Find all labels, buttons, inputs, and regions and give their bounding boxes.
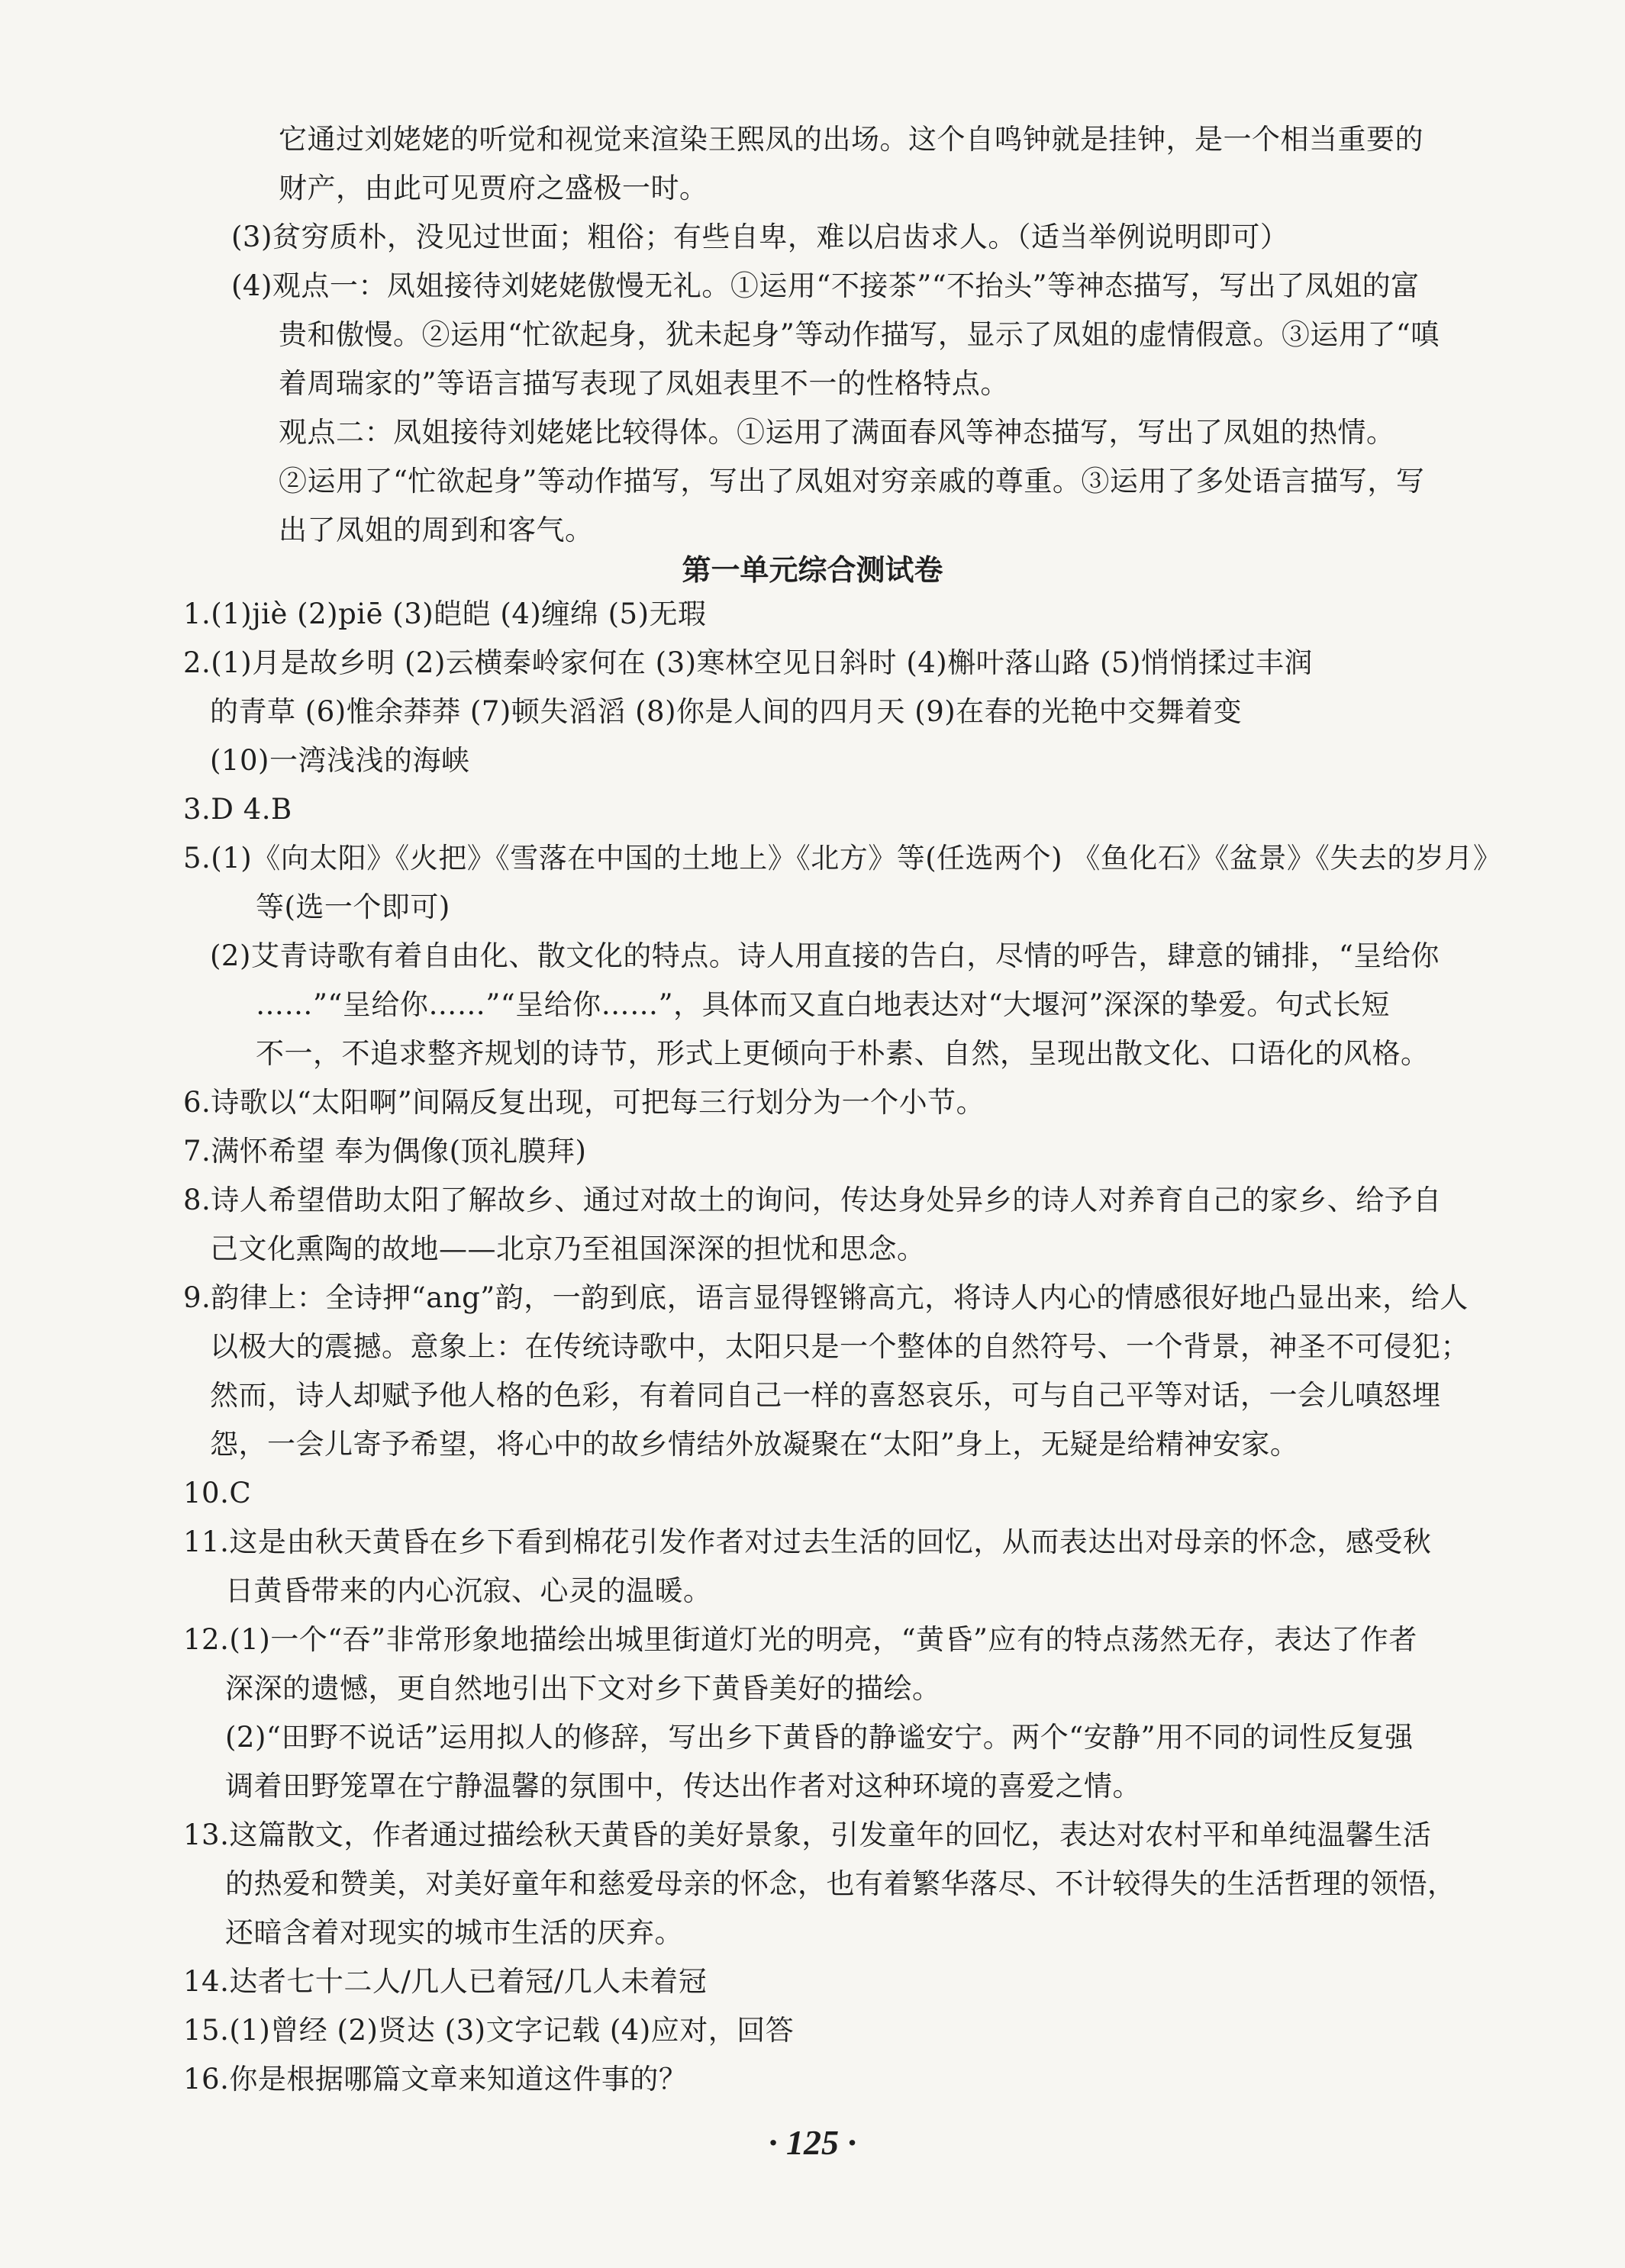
- answer-line: 还暗含着对现实的城市生活的厌弃。: [225, 1916, 683, 1949]
- answer-line: 6.诗歌以“太阳啊”间隔反复出现，可把每三行划分为一个小节。: [183, 1086, 985, 1119]
- answer-line: 然而，诗人却赋予他人格的色彩，有着同自己一样的喜怒哀乐，可与自己平等对话，一会儿嗔怒埋: [210, 1379, 1441, 1412]
- answer-line: 不一，不追求整齐规划的诗节，形式上更倾向于朴素、自然，呈现出散文化、口语化的风格。: [256, 1037, 1430, 1070]
- answer-line: 2.(1)月是故乡明 (2)云横秦岭家何在 (3)寒林空见日斜时 (4)槲叶落山路 (5)悄悄揉过丰润: [183, 646, 1313, 679]
- text-line: (4)观点一：凤姐接待刘姥姥傲慢无礼。①运用“不接茶”“不抬头”等神态描写，写出了凤姐的富: [231, 269, 1420, 302]
- page-number: · 125 ·: [769, 2123, 856, 2162]
- answer-line: 7.满怀希望 奉为偶像(顶礼膜拜): [183, 1135, 587, 1168]
- text-line: (3)贫穷质朴，没见过世面；粗俗；有些自卑，难以启齿求人。（适当举例说明即可）: [231, 221, 1289, 253]
- answer-line: 3.D 4.B: [183, 793, 292, 826]
- answer-line: 14.达者七十二人/几人已着冠/几人未着冠: [183, 1965, 708, 1998]
- answer-line: 11.这是由秋天黄昏在乡下看到棉花引发作者对过去生活的回忆，从而表达出对母亲的怀念，感受秋: [183, 1525, 1432, 1558]
- answer-line: 12.(1)一个“吞”非常形象地描绘出城里街道灯光的明亮，“黄昏”应有的特点荡然无存，表达了作者: [183, 1623, 1417, 1656]
- answer-line: 的青草 (6)惟余莽莽 (7)顿失滔滔 (8)你是人间的四月天 (9)在春的光艳中交舞着变: [210, 695, 1243, 728]
- text-line: ②运用了“忙欲起身”等动作描写，写出了凤姐对穷亲戚的尊重。③运用了多处语言描写，写: [279, 465, 1425, 498]
- answer-line: 以极大的震撼。意象上：在传统诗歌中，太阳只是一个整体的自然符号、一个背景，神圣不可侵犯；: [210, 1330, 1469, 1363]
- answer-line: 10.C: [183, 1477, 252, 1509]
- answer-line: 的热爱和赞美，对美好童年和慈爱母亲的怀念，也有着繁华落尽、不计较得失的生活哲理的领悟，: [225, 1867, 1456, 1900]
- answer-line: 13.这篇散文，作者通过描绘秋天黄昏的美好景象，引发童年的回忆，表达对农村平和单纯温馨生活: [183, 1819, 1432, 1851]
- answer-line: 怨，一会儿寄予希望，将心中的故乡情结外放凝聚在“太阳”身上，无疑是给精神安家。: [210, 1428, 1299, 1461]
- text-line: 着周瑞家的”等语言描写表现了凤姐表里不一的性格特点。: [279, 367, 1009, 400]
- answer-line: 己文化熏陶的故地——北京乃至祖国深深的担忧和思念。: [210, 1232, 926, 1265]
- answer-line: 等(选一个即可): [256, 891, 450, 923]
- answer-line: (2)“田野不说话”运用拟人的修辞，写出乡下黄昏的静谧安宁。两个“安静”用不同的词性反复强: [225, 1721, 1414, 1754]
- text-line: 它通过刘姥姥的听觉和视觉来渲染王熙凤的出场。这个自鸣钟就是挂钟，是一个相当重要的: [279, 123, 1423, 156]
- answer-line: 8.诗人希望借助太阳了解故乡、通过对故土的询问，传达身处异乡的诗人对养育自己的家乡、给予自: [183, 1184, 1442, 1216]
- answer-line: 15.(1)曾经 (2)贤达 (3)文字记载 (4)应对，回答: [183, 2014, 795, 2047]
- answer-line: 16.你是根据哪篇文章来知道这件事的？: [183, 2063, 688, 2096]
- answer-line: (2)艾青诗歌有着自由化、散文化的特点。诗人用直接的告白，尽情的呼告，肆意的铺排，“呈给你: [210, 939, 1440, 972]
- answer-line: 5.(1)《向太阳》《火把》《雪落在中国的土地上》《北方》等(任选两个) 《鱼化石》《盆景》《失去的岁月》: [183, 842, 1502, 875]
- answer-line: 1.(1)jiè (2)piē (3)皑皑 (4)缠绵 (5)无瑕: [183, 598, 707, 630]
- answer-line: 调着田野笼罩在宁静温馨的氛围中，传达出作者对这种环境的喜爱之情。: [225, 1770, 1141, 1802]
- answer-line: (10)一湾浅浅的海峡: [210, 744, 470, 777]
- text-line: 观点二：凤姐接待刘姥姥比较得体。①运用了满面春风等神态描写，写出了凤姐的热情。: [279, 416, 1395, 449]
- section-title: 第一单元综合测试卷: [682, 553, 943, 587]
- answer-line: ……”“呈给你……”“呈给你……”，具体而又直白地表达对“大堰河”深深的挚爱。句式长短: [256, 988, 1390, 1021]
- answer-line: 深深的遗憾，更自然地引出下文对乡下黄昏美好的描绘。: [225, 1672, 941, 1705]
- answer-line: 日黄昏带来的内心沉寂、心灵的温暖。: [225, 1574, 712, 1607]
- text-line: 财产，由此可见贾府之盛极一时。: [279, 172, 708, 205]
- answer-line: 9.韵律上：全诗押“ang”韵，一韵到底，语言显得铿锵高亢，将诗人内心的情感很好地凸显出来，给人: [183, 1281, 1469, 1314]
- text-line: 贵和傲慢。②运用“忙欲起身，犹未起身”等动作描写，显示了凤姐的虚情假意。③运用了“嗔: [279, 318, 1440, 351]
- text-line: 出了凤姐的周到和客气。: [279, 514, 594, 546]
